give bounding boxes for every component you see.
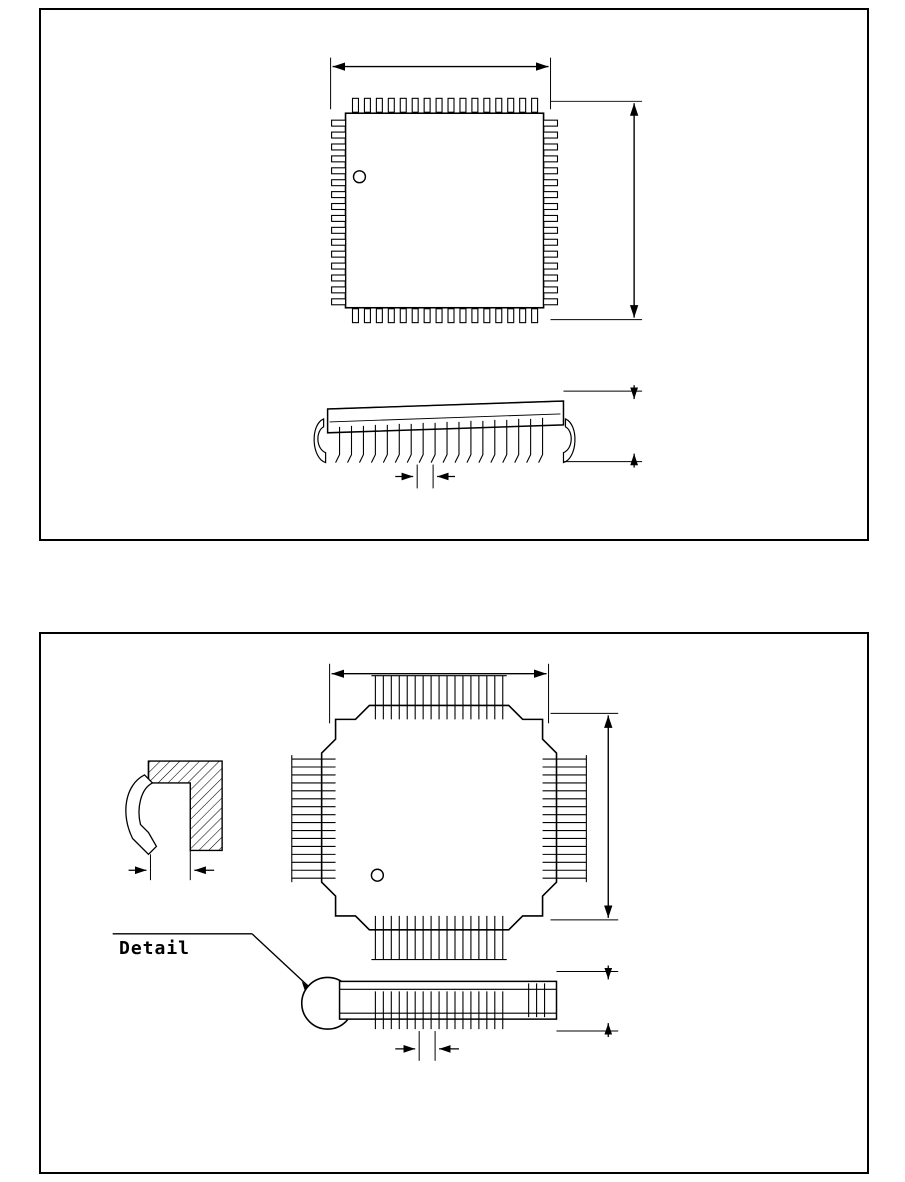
top-view-leads-left — [332, 120, 346, 305]
top-view-body — [346, 113, 544, 308]
pin1-marker-circle — [371, 869, 383, 881]
top-view-leads-right — [544, 120, 558, 305]
qfp-drawing — [41, 10, 867, 539]
side-view-dimension-height — [563, 385, 642, 467]
figure-qfp-package-outline — [39, 8, 869, 541]
plcc-drawing — [41, 634, 867, 1172]
plcc-side-view-dimension-height — [557, 966, 619, 1037]
lead-detail-dimension — [129, 850, 215, 880]
detail-callout-label: Detail — [119, 938, 191, 959]
plcc-side-view — [302, 977, 557, 1029]
side-view-dimension-pitch — [395, 465, 455, 489]
lead-detail-cross-section — [126, 761, 222, 854]
top-view-dimension-height — [551, 101, 643, 319]
plcc-side-view-dimension-pitch — [395, 1031, 459, 1061]
plcc-leads-bottom — [371, 916, 506, 960]
plcc-leads-top — [371, 676, 506, 720]
top-view-leads-bottom — [352, 309, 537, 323]
figure-plcc-package-outline — [39, 632, 869, 1174]
plcc-top-view-dimension-height — [551, 713, 619, 919]
plcc-top-view-body — [322, 705, 557, 929]
top-view-leads-top — [352, 98, 537, 112]
side-view — [314, 401, 575, 463]
pin1-marker-circle — [353, 171, 365, 183]
